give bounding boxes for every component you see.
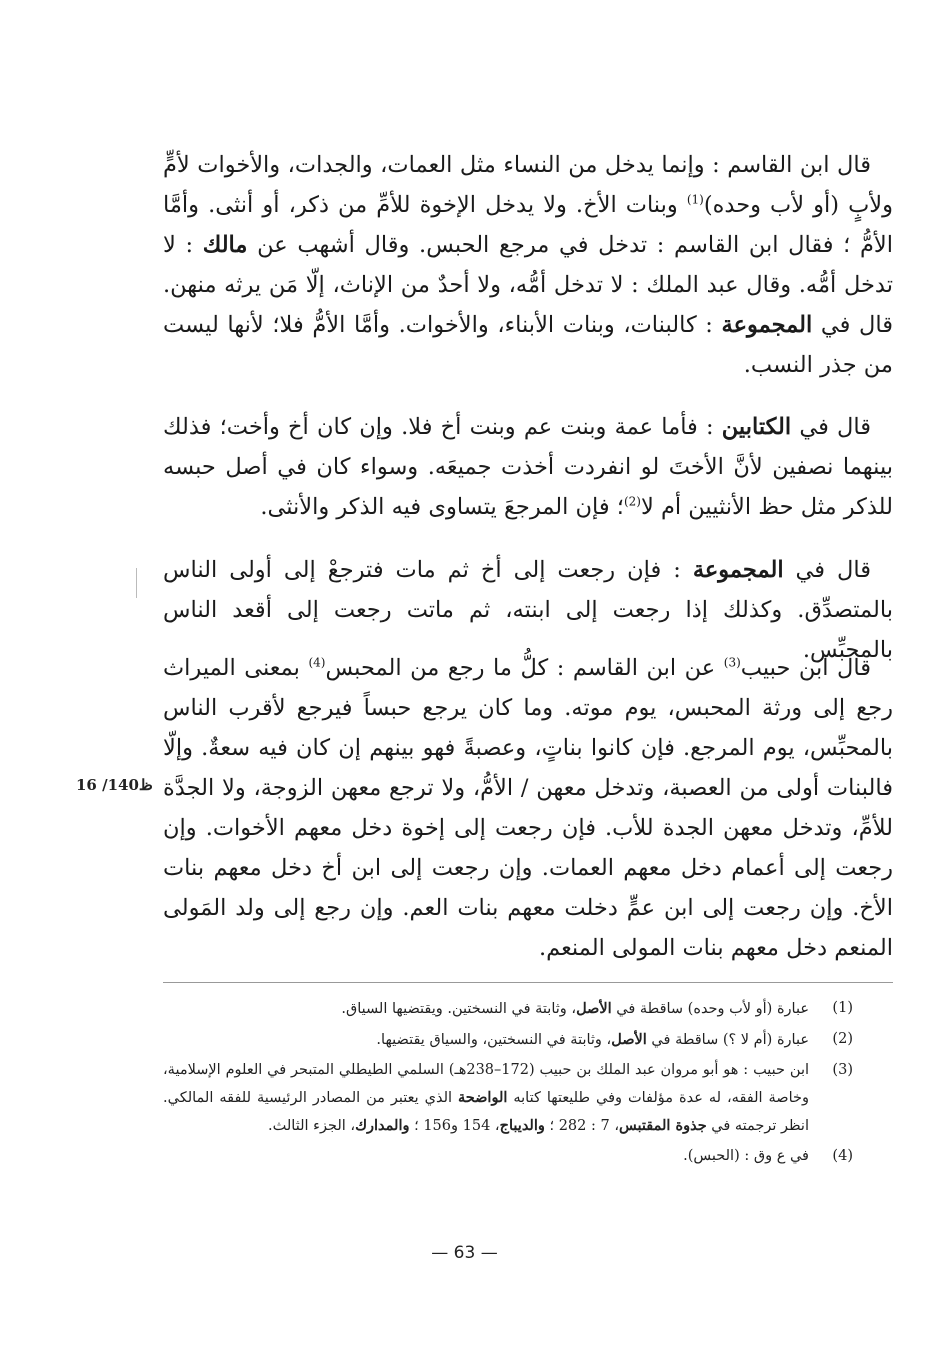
text-run: قال ابن حبيب (740, 655, 871, 681)
footnote-1 (163, 995, 853, 1023)
footnote-ref-3[interactable]: (3) (723, 655, 741, 670)
text-run: : فإن رجعت إلى أخ ثم مات فترجعْ إلى أولى الناس بالمتصدِّق. وكذلك إذا رجعت إلى ابنته، ثم ماتت رجعت إلى أقعد الناس بالمحبِّس. (163, 557, 893, 663)
text-run: عن ابن القاسم : كلُّ ما رجع من المحبس (325, 655, 724, 681)
bold-term: الكتابين (721, 414, 792, 440)
bold-term: الواضحة (457, 1089, 508, 1106)
page-number: — 63 — (431, 1243, 498, 1263)
bold-term: الأصل (576, 1000, 612, 1017)
text-run: : فأما عمة وبنت عم وبنت أخ فلا. وإن كان أخ وأخت؛ فذلك بينهما نصفين لأنَّ الأختَ لو انفردت أخذت جميعَه. وسواء كان في أصل حبسه للذكر مثل حظ الأنثيين أم لا (163, 414, 893, 520)
bold-term: مالك (202, 232, 248, 258)
text-run: ؛ فإن المرجعَ يتساوى فيه الذكر والأنثى. (260, 494, 624, 520)
footnote-ref-2[interactable]: (2) (623, 494, 641, 509)
footnote-ref-1[interactable]: (1) (686, 192, 704, 207)
footnote-2 (163, 1026, 853, 1054)
footnote-text: عبارة (أم لا ؟) ساقطة في (646, 1032, 809, 1048)
bold-term: جذوة المقتبس (619, 1117, 707, 1134)
footnote-text: ، 7 : 282 ؛ (544, 1118, 620, 1134)
footnote-number: (1) (832, 1000, 853, 1016)
text-run: وبنات الأخ. ولا يدخل الإخوة للأمِّ من ذكر، أو أنثى. وأمَّا الأمُّ ؛ فقال ابن القاسم : تدخل في مرجع الحبس. وقال أشهب عن (163, 192, 893, 258)
footnote-text: عبارة (أو لأب وحده) ساقطة في (611, 1001, 809, 1017)
margin-folio-note: 16 /140ظ (76, 776, 153, 794)
bold-term: الأصل (611, 1031, 647, 1048)
bold-term: المجموعة (692, 557, 784, 583)
footnote-text: ، الجزء الثالث. (268, 1118, 356, 1134)
footnote-text: ، 154 و156 ؛ (409, 1118, 500, 1134)
footnote-text: ابن حبيب : هو أبو مروان عبد الملك بن حبيب (172–238هـ) السلمي الطيطلي المتبحر في العلوم الإسلامية، وخاصة الفقه، له عدة مؤلفات وفي طليعتها كتابه (163, 1062, 810, 1106)
text-run: : لا تدخل أمُّه. وقال عبد الملك : لا تدخل أمُّه، ولا أحدٌ من الإناث، إلّا مَن يرثه منهن. قال في (163, 232, 893, 338)
bold-term: والديباج (499, 1117, 545, 1134)
footnote-divider (163, 982, 893, 983)
paragraph-1 (163, 145, 893, 385)
footnote-text: في ع وق : (الحبس). (683, 1148, 809, 1164)
scan-edge-mark (136, 568, 137, 598)
text-run: : كالبنات، وبنات الأبناء، والأخوات. وأمَّا الأمُّ فلا؛ لأنها ليست من جذر النسب. (163, 312, 893, 378)
footnote-text: ، وثابتة في النسختين، والسياق يقتضيها. (376, 1032, 612, 1048)
text-run: بمعنى الميراث رجع إلى ورثة المحبس، يوم موته. وما كان يرجع حبساً فيرجع لأقرب الناس بالمحبِّس، يوم المرجع. فإن كانوا بناتٍ، وعصبةً فهو بينهم إن كان فيه سعةٌ. وإلّا فالبنات أولى من العصبة، وتدخل معهن / الأمُّ، ولا ترجع معهن الزوجة، ولا الجدَّة للأمِّ، وتدخل معهن الجدة للأب. فإن رجعت إلى إخوة دخل معهم الأخوات. وإن رجعت إلى أعمام دخل معهم العمات. وإن رجعت إلى ابن أخ دخل معهم بنات الأخ. وإن رجعت إلى ابن عمٍّ دخلت معهم بنات العم. وإن رجع إلى ولد المَولى المنعم دخل معهم بنات المولى المنعم. (163, 655, 893, 961)
paragraph-4 (163, 648, 893, 968)
text-run: قال في (783, 557, 872, 583)
bold-term: والمدارك (355, 1117, 410, 1134)
text-run: قال ابن القاسم : وإنما يدخل من النساء مثل العمات، والجدات، والأخوات لأمٍّ ولأبٍ (أو لأب وحده) (163, 152, 893, 218)
bold-term: المجموعة (721, 312, 813, 338)
footnote-ref-4[interactable]: (4) (308, 655, 326, 670)
text-run: قال في (791, 414, 871, 440)
footnote-number: (3) (832, 1062, 853, 1078)
footnote-text: ، وثابتة في النسختين. ويقتضيها السياق. (341, 1001, 577, 1017)
footnote-number: (4) (832, 1148, 853, 1164)
footnote-4 (163, 1143, 853, 1170)
footnote-number: (2) (832, 1031, 853, 1047)
footnote-3 (163, 1057, 853, 1140)
paragraph-2 (163, 407, 893, 527)
footnote-text: الذي يعتبر من المصادر الرئيسية للفقه المالكي. انظر ترجمته في (163, 1090, 809, 1134)
footnotes (163, 995, 853, 1173)
